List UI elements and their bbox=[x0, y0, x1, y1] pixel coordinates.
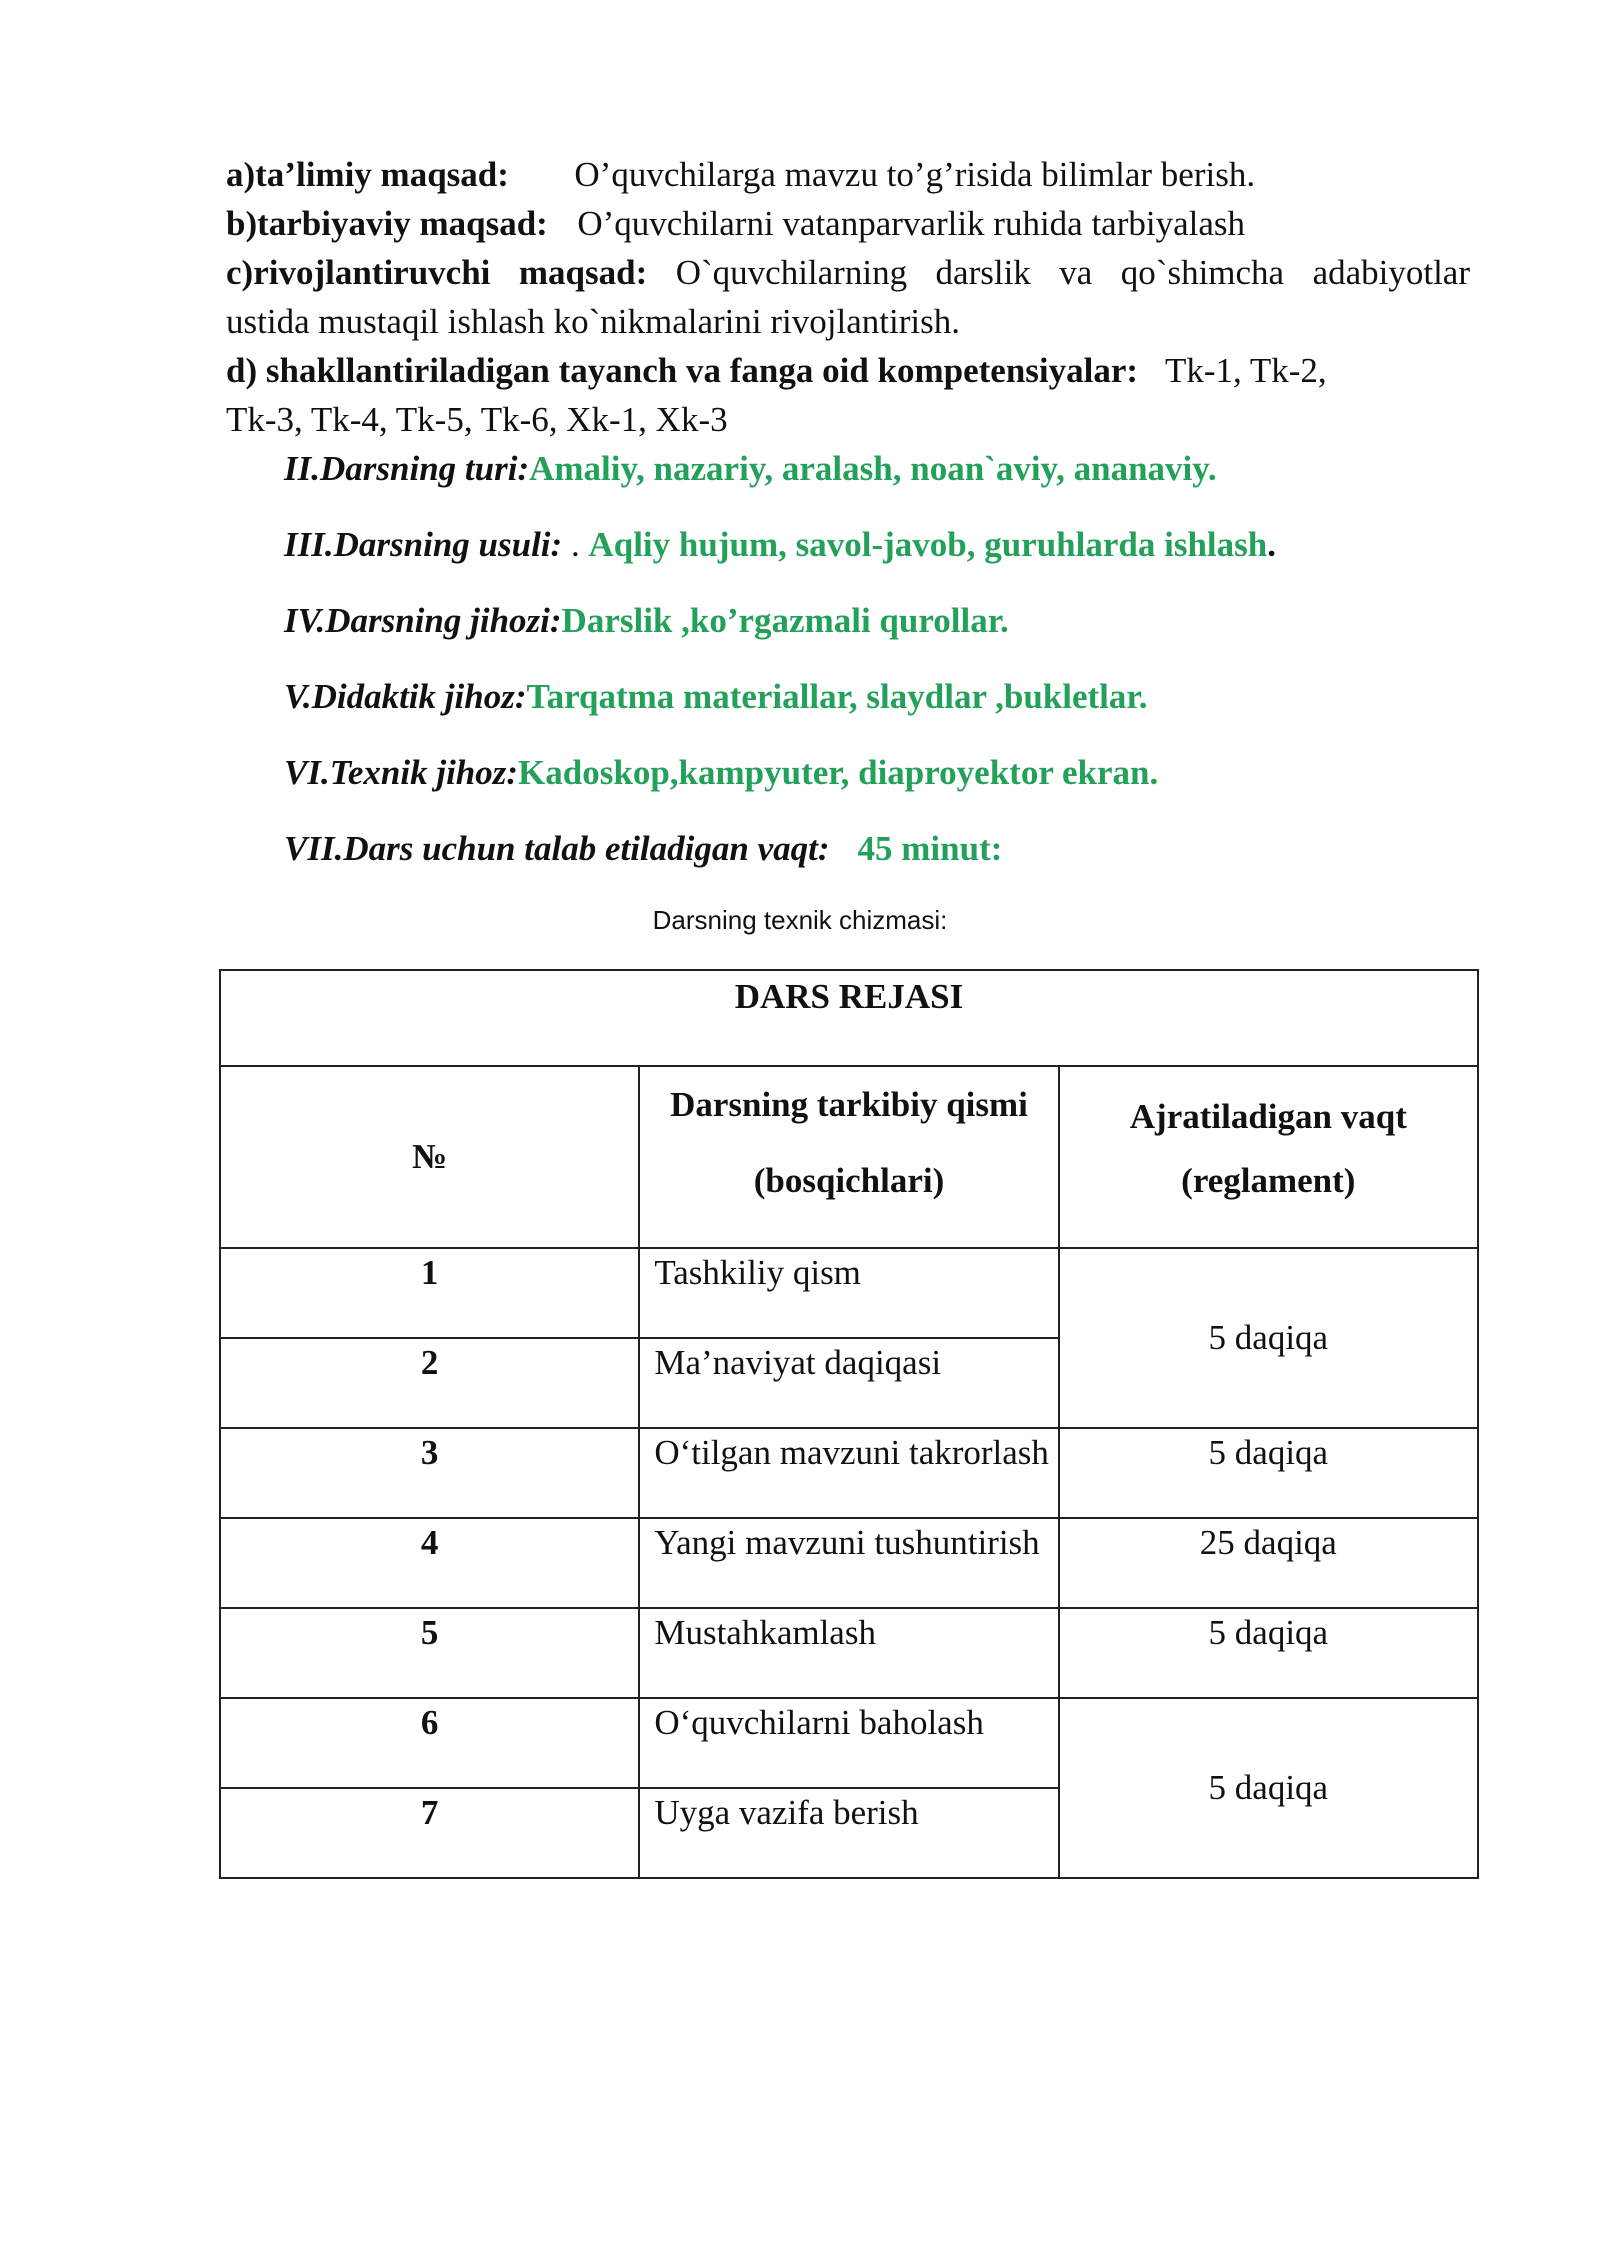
objective-b-text: O’quvchilarni vatanparvarlik ruhida tarbiyalash bbox=[577, 204, 1246, 243]
lesson-method-tail: . bbox=[1267, 525, 1276, 564]
lesson-method-value: Aqliy hujum, savol-javob, guruhlarda ishlash bbox=[588, 525, 1268, 564]
objective-a bbox=[226, 150, 1470, 199]
header-stage-line2: (bosqichlari) bbox=[753, 1161, 945, 1200]
lesson-didactic-value: Tarqatma materiallar, slaydlar ,bukletlar. bbox=[526, 677, 1148, 716]
row-number: 4 bbox=[220, 1518, 639, 1608]
row-stage: Yangi mavzuni tushuntirish bbox=[639, 1518, 1058, 1608]
objective-b bbox=[226, 199, 1470, 248]
objective-a-label: a)ta’limiy maqsad: bbox=[226, 155, 509, 194]
objective-c-text-1: O`quvchilarning darslik va qo`shimcha adabiyotlar bbox=[675, 253, 1470, 292]
lesson-equipment bbox=[284, 596, 1464, 645]
table-row bbox=[220, 1518, 1478, 1608]
objective-d-text-1: Tk-1, Tk-2, bbox=[1164, 351, 1327, 390]
row-number: 7 bbox=[220, 1788, 639, 1878]
table-row bbox=[220, 1698, 1478, 1788]
row-stage: Ma’naviyat daqiqasi bbox=[639, 1338, 1058, 1428]
lesson-didactic-label: V.Didaktik jihoz: bbox=[284, 677, 527, 716]
lesson-didactic bbox=[284, 672, 1464, 721]
lesson-time bbox=[284, 824, 1464, 873]
header-number: № bbox=[220, 1066, 639, 1248]
lesson-time-value: 45 minut: bbox=[857, 829, 1003, 868]
row-time: 25 daqiqa bbox=[1059, 1518, 1478, 1608]
objective-a-text: O’quvchilarga mavzu to’g’risida bilimlar berish. bbox=[574, 155, 1256, 194]
objective-d-label: d) shakllantiriladigan tayanch va fanga oid kompetensiyalar: bbox=[226, 351, 1139, 390]
row-time: 5 daqiqa bbox=[1059, 1608, 1478, 1698]
header-stage bbox=[639, 1066, 1058, 1248]
lesson-technical bbox=[284, 748, 1464, 797]
table-title: DARS REJASI bbox=[220, 970, 1478, 1066]
objective-b-label: b)tarbiyaviy maqsad: bbox=[226, 204, 548, 243]
header-time bbox=[1059, 1066, 1478, 1248]
row-number: 2 bbox=[220, 1338, 639, 1428]
header-stage-line1: Darsning tarkibiy qismi bbox=[670, 1085, 1028, 1124]
lesson-equipment-value: Darslik ,ko’rgazmali qurollar. bbox=[561, 601, 1009, 640]
table-row bbox=[220, 1428, 1478, 1518]
lesson-method bbox=[284, 520, 1464, 569]
lesson-technical-value: Kadoskop,kampyuter, diaproyektor ekran. bbox=[518, 753, 1159, 792]
row-stage: O‘quvchilarni baholash bbox=[639, 1698, 1058, 1788]
row-stage: Mustahkamlash bbox=[639, 1608, 1058, 1698]
lesson-time-label: VII.Dars uchun talab etiladigan vaqt: bbox=[284, 829, 830, 868]
table-caption: Darsning texnik chizmasi: bbox=[652, 905, 948, 935]
header-time-line1: Ajratiladigan vaqt bbox=[1129, 1097, 1407, 1136]
lesson-type-label: II.Darsning turi: bbox=[284, 449, 530, 488]
row-number: 1 bbox=[220, 1248, 639, 1338]
objective-c-text-2: ustida mustaqil ishlash ko`nikmalarini rivojlantirish. bbox=[226, 302, 960, 341]
table-row bbox=[220, 1608, 1478, 1698]
lesson-plan-table bbox=[219, 969, 1479, 1879]
table-row bbox=[220, 1248, 1478, 1338]
row-stage: Uyga vazifa berish bbox=[639, 1788, 1058, 1878]
objective-c-line2 bbox=[226, 297, 1470, 346]
lesson-type bbox=[284, 444, 1464, 493]
objective-c-label: c)rivojlantiruvchi maqsad: bbox=[226, 253, 648, 292]
row-number: 5 bbox=[220, 1608, 639, 1698]
lesson-type-value: Amaliy, nazariy, aralash, noan`aviy, ananaviy. bbox=[529, 449, 1217, 488]
objective-d-line2 bbox=[226, 395, 1470, 444]
lesson-technical-label: VI.Texnik jihoz: bbox=[284, 753, 519, 792]
objective-c-line1 bbox=[226, 248, 1470, 297]
objective-d-text-2: Tk-3, Tk-4, Tk-5, Tk-6, Xk-1, Xk-3 bbox=[226, 400, 728, 439]
row-number: 6 bbox=[220, 1698, 639, 1788]
row-stage: Tashkiliy qism bbox=[639, 1248, 1058, 1338]
table-header-row bbox=[220, 1066, 1478, 1248]
objective-d-line1 bbox=[226, 346, 1470, 395]
row-time: 5 daqiqa bbox=[1059, 1428, 1478, 1518]
row-time: 5 daqiqa bbox=[1059, 1248, 1478, 1428]
row-stage: O‘tilgan mavzuni takrorlash bbox=[639, 1428, 1058, 1518]
row-number: 3 bbox=[220, 1428, 639, 1518]
row-time: 5 daqiqa bbox=[1059, 1698, 1478, 1878]
lesson-method-label: III.Darsning usuli: bbox=[284, 525, 571, 564]
lesson-method-sep: . bbox=[570, 525, 589, 564]
header-time-line2: (reglament) bbox=[1181, 1161, 1356, 1200]
lesson-equipment-label: IV.Darsning jihozi: bbox=[284, 601, 562, 640]
